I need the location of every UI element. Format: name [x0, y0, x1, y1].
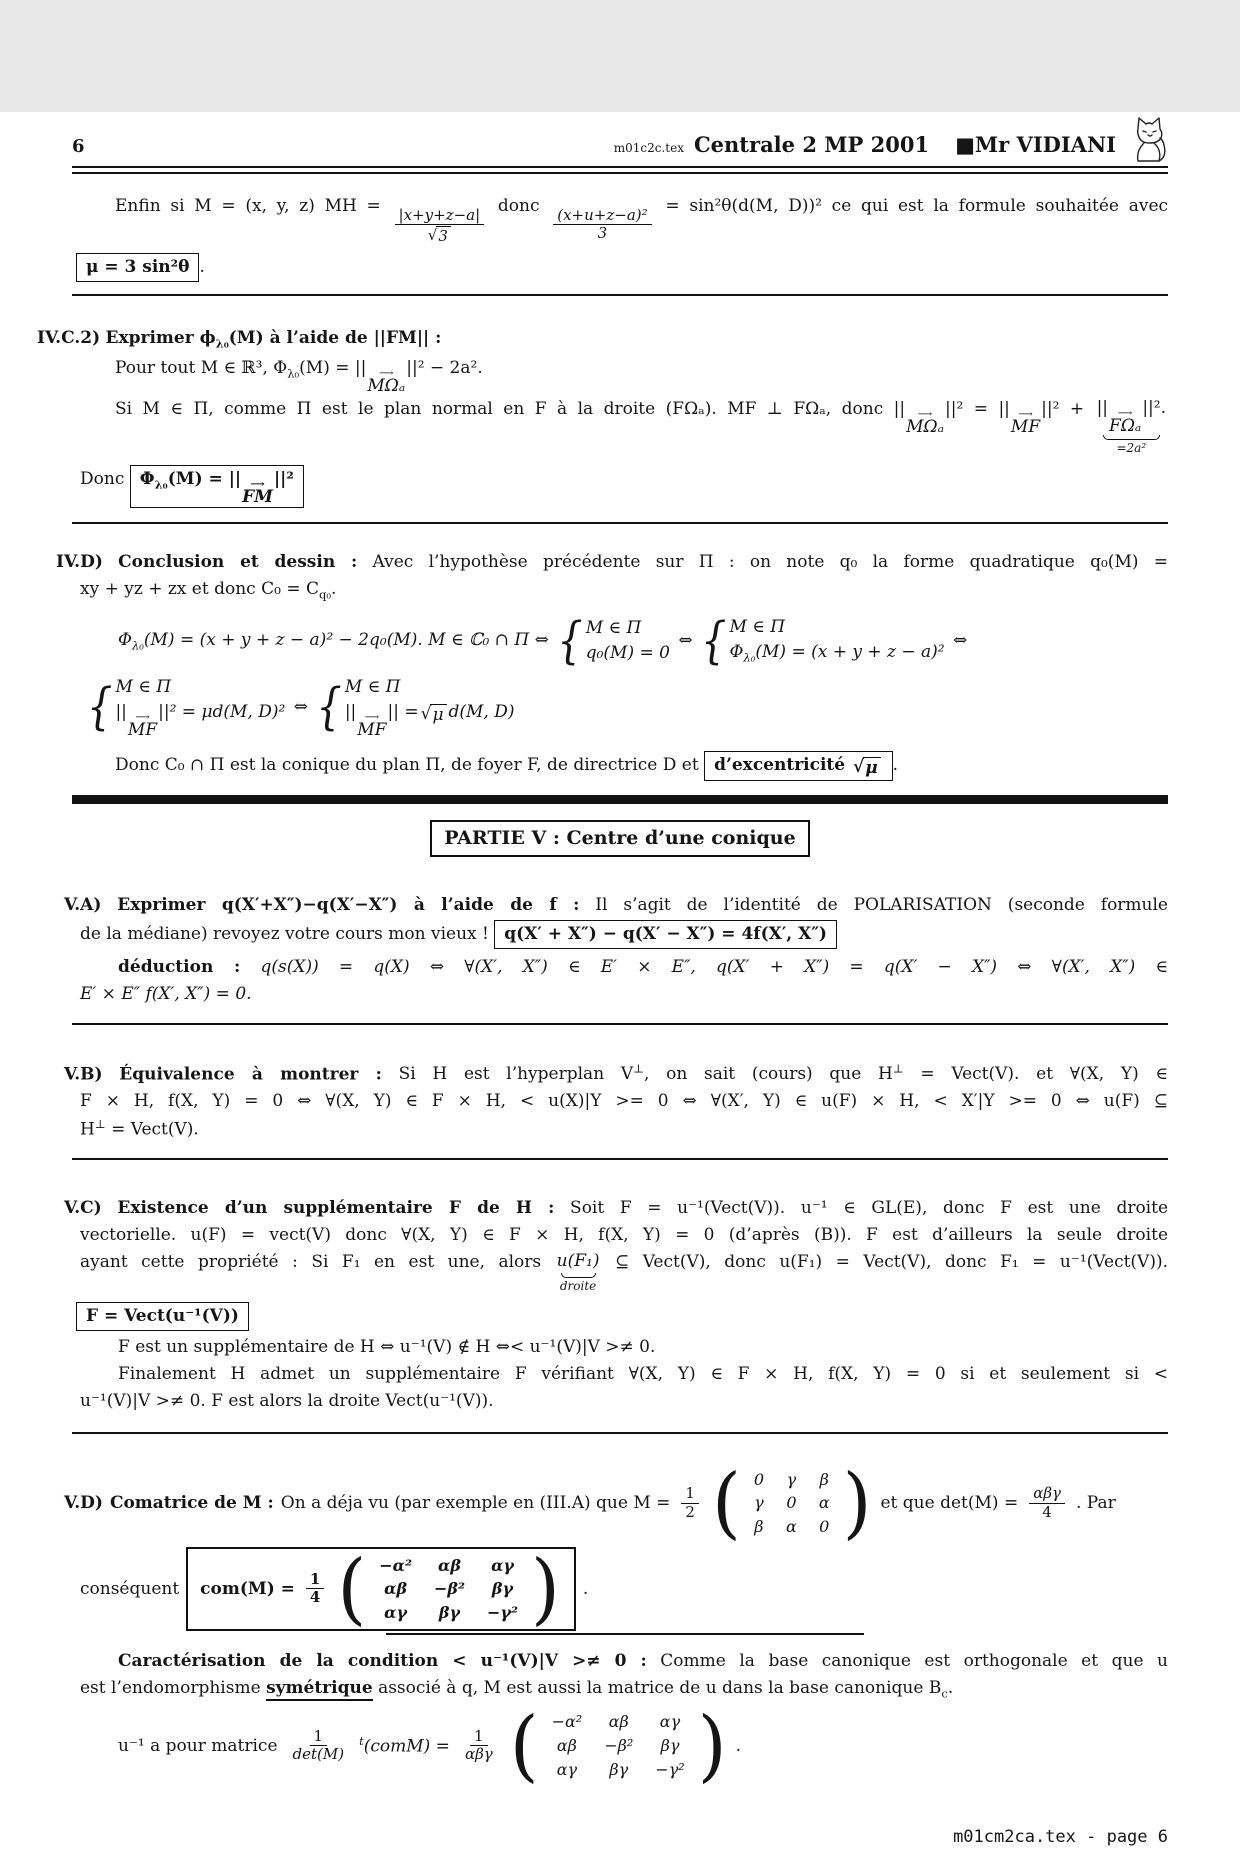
section-vb-heading: V.B) Équivalence à montrer : Si H est l’hyperplan V⊥, on sait (cours) que H⊥ = Vect(V). et ∀(X, Y) ∈: [64, 1061, 1169, 1085]
equation-system: { M ∈ Π || ⟶ MF ||² = μd(M, D)²: [87, 676, 286, 741]
section-rule: [72, 294, 1168, 296]
ivd-line2: xy + yz + zx et donc $C_0 = C_{q_0}$.: [80, 578, 337, 602]
underbrace-group: || ⟶ FΩₐ ||². =2a²: [1096, 398, 1167, 456]
section-rule: [72, 522, 1168, 524]
boxed-formula-mu: μ = 3 sin²θ: [76, 253, 199, 282]
section-va-heading: V.A) Exprimer q(X′+X″)−q(X′−X″) à l’aide de f : Il s’agit de l’identité de POLARISATION (seconde formule: [64, 895, 1168, 916]
va-line2: de la médiane) revoyez votre cours mon vieux ! q(X′ + X″) − q(X′ − X″) = 4f(X′, X″): [80, 920, 1168, 949]
vd-caracterisation-line1: Caractérisation de la condition < u⁻¹(V)|V >≠ 0 : Comme la base canonique est orthogonale et que u: [118, 1651, 1168, 1672]
underbrace-group: u(F₁) droite: [556, 1251, 600, 1293]
equation-system: { M ∈ Π $\Phi_{\lambda_0}(M) = (x + y + z - a)^2$: [701, 611, 945, 670]
vc-line2: vectorielle. u(F) = vect(V) donc ∀(X, Y) ∈ F × H, f(X, Y) = 0 (d’après (B)). F est d’ailleurs la seule droite: [80, 1225, 1168, 1246]
ivd-display1: $\Phi_{\lambda_0}(M) = (x + y + z - a)^2 - 2q_0(M)$. M ∈ ℂ₀ ∩ Π ⇔ { M ∈ Π q₀(M) = 0 ⇔ { M ∈ Π $\Phi_{\lambda_0}(M) = (x + y + z - a)^2$ ⇔: [118, 611, 968, 670]
ivc2-donc-line: Donc $\Phi_{\lambda_0}(M)$ = || ⟶ FM ||²: [80, 465, 1168, 508]
fraction: $\frac{1}{4}$: [306, 1571, 324, 1607]
vc-line3: ayant cette propriété : Si F₁ en est une, alors u(F₁) droite ⊆ Vect(V), donc u(F₁) = Vect(V), donc F₁ = u⁻¹(Vect(V)).: [80, 1251, 1168, 1293]
vd-final-line: u⁻¹ a pour matrice $\frac{1}{\det(M)}$ $^t$(comM) = $\frac{1}{\text{αβγ}}$ ( −α² αβ αγ αβ −β² βγ αγ βγ −γ² ) .: [118, 1700, 741, 1791]
underbrace: [1103, 435, 1160, 440]
section-vc-heading: V.C) Existence d’un supplémentaire F de H : Soit F = u⁻¹(Vect(V)). u⁻¹ ∈ GL(E), donc F est une droite: [64, 1198, 1169, 1219]
ivd-display2: { M ∈ Π || ⟶ MF ||² = μd(M, D)² ⇔ { M ∈ Π || ⟶ MF || = √ μ d(M, D): [87, 676, 515, 741]
underbrace: [561, 1273, 596, 1278]
page-header: [72, 112, 1168, 160]
boxed-formula-phi: $\Phi_{\lambda_0}(M)$ = || ⟶ FM ||²: [130, 465, 304, 508]
ivc2-line2: Si M ∈ Π, comme Π est le plan normal en F à la droite (FΩₐ). MF ⊥ FΩₐ, donc || ⟶ MΩₐ ||² = || ⟶ MF ||² + || ⟶ FΩₐ ||². =2a²: [115, 398, 1167, 456]
section-ivd-heading: IV.D) Conclusion et dessin : Avec l’hypothèse précédente sur Π : on note q₀ la forme quadratique q₀(M) =: [56, 551, 1168, 572]
section-vd-heading: V.D) Comatrice de M : On a déja vu (par exemple en (III.A) que M = $\frac{1}{2}$ ( 0 γ β γ 0 α β α 0 ) et que det(M) = $\frac{\text{αβγ}}{4}$ . Par: [64, 1457, 1116, 1549]
partial-rule: [386, 1633, 864, 1635]
page-footer: m01cm2ca.tex - page 6: [953, 1827, 1168, 1848]
vector-overarrow: ⟶ FΩₐ: [1109, 408, 1142, 437]
vector-overarrow: ⟶ FM: [242, 478, 273, 507]
part-separator-bar: [72, 795, 1168, 804]
fraction: $\frac{1}{2}$: [681, 1485, 699, 1521]
vc-box-line: [76, 1302, 1168, 1331]
vc-line5: Finalement H admet un supplémentaire F vérifiant ∀(X, Y) ∈ F × H, f(X, Y) = 0 si et seulement si <: [118, 1363, 1168, 1384]
partie-v-wrapper: [72, 820, 1168, 858]
author-name: ■Mr VIDIANI: [955, 131, 1116, 157]
vector-overarrow: ⟶ MΩₐ: [906, 409, 945, 438]
matrix-M: ( 0 γ β γ 0 α β α 0 ): [711, 1457, 872, 1549]
sqrt: √ μ: [853, 757, 881, 778]
matrix-comM: ( −α² αβ αγ αβ −β² βγ αγ βγ −γ² ): [337, 1543, 560, 1634]
partie-v-title-box: PARTIE V : Centre d’une conique: [430, 820, 809, 858]
underlined-symetrique: symétrique: [266, 1678, 373, 1701]
boxed-f-vect: F = Vect(u⁻¹(V)): [76, 1302, 249, 1331]
fraction: $\frac{\text{(x+u+z−a)²}}{3}$: [553, 207, 651, 243]
fraction: $\frac{\text{αβγ}}{4}$: [1029, 1485, 1065, 1521]
vector-overarrow: ⟶ MF: [357, 712, 387, 741]
vector-overarrow: ⟶ MF: [127, 712, 158, 741]
vd-caracterisation-line2: est l’endomorphisme symétrique associé à q, M est aussi la matrice de u dans la base canonique $B_c$.: [80, 1678, 954, 1701]
ivc2-line1: Pour tout M ∈ ℝ³, $\Phi_{\lambda_0}(M)$ = || ⟶ MΩₐ ||² − 2a².: [115, 358, 483, 397]
mu-box-line: μ = 3 sin²θ .: [76, 253, 1168, 282]
header-double-rule: [72, 166, 1168, 174]
header-right: [614, 114, 1168, 160]
boxed-polarisation: q(X′ + X″) − q(X′ − X″) = 4f(X′, X″): [494, 920, 837, 949]
document-title: Centrale 2 MP 2001: [693, 131, 930, 157]
document-page: [0, 112, 1240, 1866]
section-rule: [72, 1158, 1168, 1160]
ivd-conclusion-line: Donc C₀ ∩ Π est la conique du plan Π, de foyer F, de directrice D et d’excentricité √ μ .: [115, 751, 1168, 780]
section-rule: [72, 1432, 1168, 1434]
tex-filename: m01c2c.tex: [613, 140, 684, 155]
sqrt: √ μ: [421, 704, 447, 725]
section-rule: [72, 1023, 1168, 1025]
boxed-excentricite: d’excentricité √ μ: [704, 751, 893, 780]
va-line4: E′ × E″ f(X′, X″) = 0.: [80, 983, 252, 1004]
vc-line4: F est un supplémentaire de H ⇔ u⁻¹(V) ∉ H ⇔< u⁻¹(V)|V >≠ 0.: [118, 1336, 656, 1357]
fraction: $\frac{1}{\text{αβγ}}$: [464, 1727, 493, 1764]
vb-line3: H⊥ = Vect(V).: [80, 1117, 199, 1140]
cat-logo-icon: [1126, 114, 1168, 164]
sqrt: √ 3: [428, 226, 451, 245]
vd-comatrice-line: conséquent com(M) = $\frac{1}{4}$ ( −α² αβ αγ αβ −β² βγ αγ βγ −γ² ) .: [80, 1543, 589, 1634]
vb-line2: F × H, f(X, Y) = 0 ⇔ ∀(X, Y) ∈ F × H, < u(X)|Y >= 0 ⇔ ∀(X′, Y) ∈ u(F) × H, < X′|Y >= 0 ⇔ u(F) ⊆: [80, 1091, 1168, 1112]
vc-line6: u⁻¹(V)|V >≠ 0. F est alors la droite Vect(u⁻¹(V)).: [80, 1390, 494, 1411]
fraction: |x+y+z−a| √ 3: [395, 207, 485, 245]
matrix-u-inverse: ( −α² αβ αγ αβ −β² βγ αγ βγ −γ² ): [509, 1700, 727, 1791]
page-number: 6: [72, 135, 85, 157]
va-deduction-line: déduction : q(s(X)) = q(X) ⇔ ∀(X′, X″) ∈ E′ × E″, q(X′ + X″) = q(X′ − X″) ⇔ ∀(X′, X″) ∈: [118, 956, 1168, 977]
vector-overarrow: ⟶ MΩₐ: [367, 368, 406, 397]
equation-system: { M ∈ Π q₀(M) = 0: [557, 611, 670, 670]
intro-line: Enfin si M = (x, y, z) MH = |x+y+z−a| √ 3 donc $\frac{\text{(x+u+z−a)²}}{3}$ = sin²θ(d(M, D))² ce qui est la formule souhaitée avec: [115, 196, 1169, 246]
vector-overarrow: ⟶ MF: [1010, 409, 1041, 438]
section-ivc2-heading: IV.C.2) Exprimer $\phi_{\lambda_0}(M)$ à l’aide de ||FM|| :: [37, 327, 442, 351]
fraction: $\frac{1}{\det(M)}$: [292, 1727, 345, 1764]
equation-system: { M ∈ Π || ⟶ MF || = √ μ d(M, D): [316, 676, 515, 741]
boxed-comatrice: com(M) = $\frac{1}{4}$ ( −α² αβ αγ αβ −β² βγ αγ βγ −γ² ): [186, 1547, 576, 1632]
